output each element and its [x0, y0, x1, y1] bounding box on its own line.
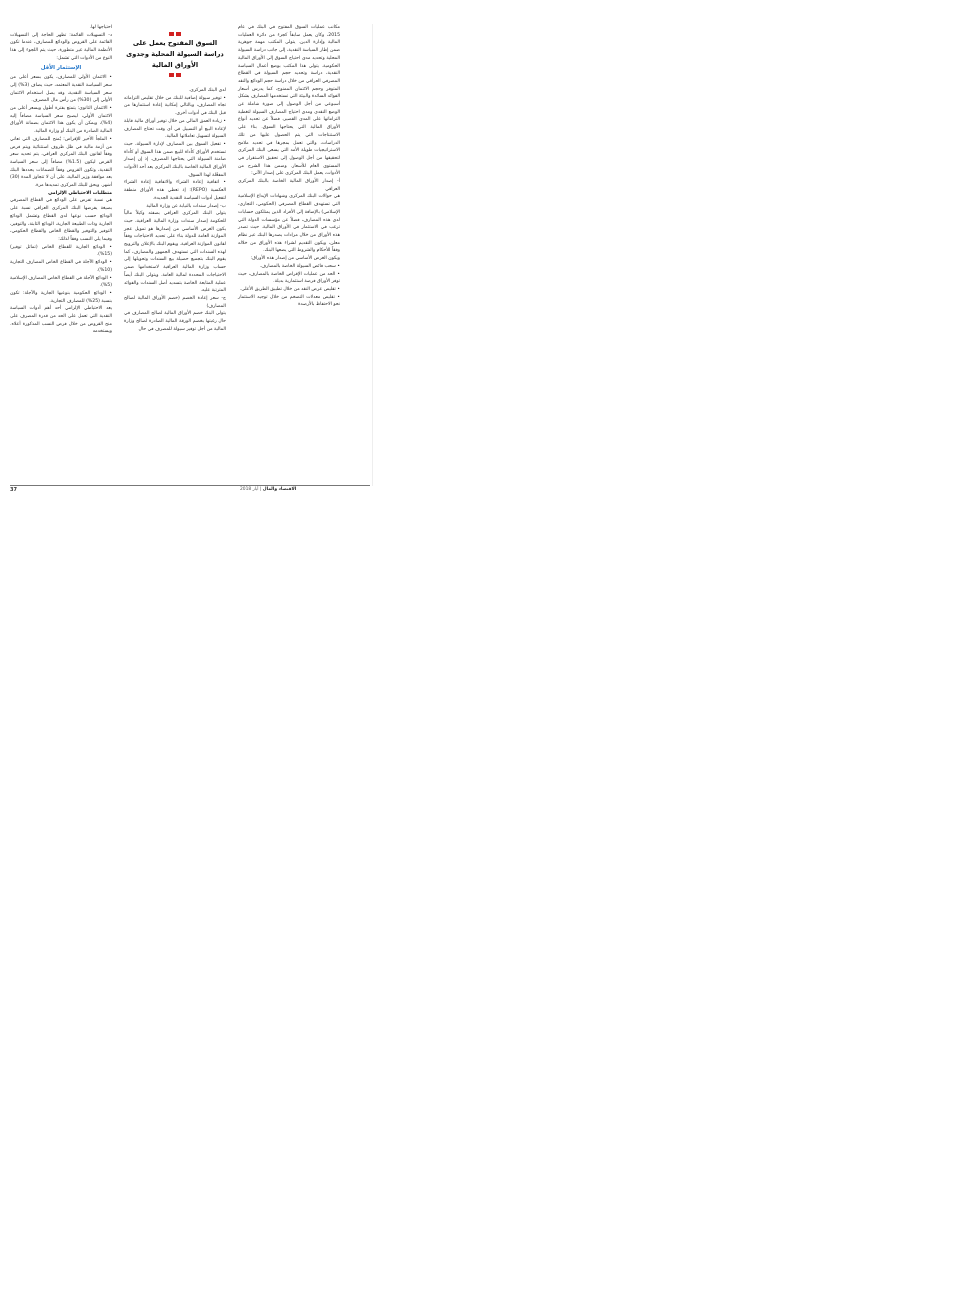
- paragraph: مكانب عمليات السوق المفتوح في البنك في عام 2015، وكان يعمل سابقاً كجزء من دائرة العمليات المالية وإدارة الدين. يتولى المكتب مهمة جوهرية ضمن إطار السياسة النقدية، إلى جانب دراسة السيولة المحلية وتحديد مدى احتياج السوق إلى الأوراق المالية الحكومية. يتولى هذا المكتب بوضع أعمال السياسة النقدية، دراسة وتحديد حجم السيولة في القطاع المصرفي العراقي من خلال دراسة حجم الودائع والنقد المتوفر وحجم الائتمان الممنوح، كما يدرس أسعار الفوائد السائدة والبيئة التي تستخدمها المصارف بشكل أسبوعي من أجل الوصول إلى صورة شاملة عن الوضع النقدي ومدى احتياج المصارف السيولة لتغطية التزاماتها على المدى القصير، فضلاً عن تحديد أنواع الأوراق المالية التي يحتاجها السوق. بناء على الاستنتاجات التي يتم الحصول عليها من تلك الدراسات، والتي تعمل بمجرها في تحديد ملامح الاستراتيجيات طويلة الأمد التي يسعى البنك المركزي لتحقيقها من أجل الوصول إلى تحقيق الاستقرار في المستوى العام للأسعار. وضمن هذا الشرح من الأدوات، يعمل البنك المركزي على إصدار الآتي:: [238, 25, 340, 177]
- issue-date: أيار 2018: [240, 487, 259, 492]
- paragraph: احتياجها لها.: [89, 25, 112, 30]
- paragraph: أ- إصدار الأوراق المالية الخاصة بالبنك المركزي العراقي: [238, 179, 340, 192]
- magazine-name: الاقتصاد والمال: [262, 487, 297, 492]
- article-column-right: [238, 24, 340, 309]
- paragraph: هي نسبة تفرض على الودائع في القطاع المصرفي بصيغة يفرضها البنك المركزي العراقي نسبة على الودائع حسب نوعها لدى القطاع وتشمل الودائع الجارية وذات الطبيعة الجارية، الودائع الثابتة، والتوفير، التوفير والتوفير والقطاع الخاص والقطاع الحكومي، وفيما يلي النسب وفقاً لذلك:: [10, 198, 112, 242]
- article-title: السوق المفتوح يعمل على دراسة السيولة المحلية وجدوى الأوراق المالية: [126, 39, 224, 69]
- paragraph: ب- إصدار سندات بالنيابة عن وزارة المالية: [146, 203, 226, 209]
- article-column-middle: [124, 24, 226, 334]
- paragraph: يعد الاحتياطي الإلزامي أحد أهم أدوات السياسة النقدية التي تعمل على الحد من قدرة المصرف على منح القروض من خلال فرض النسب المذكورة أعلاه. ويستخدمه: [10, 306, 112, 335]
- paragraph: • الملجأ الأخير للإقراض: يُمنح للمصارف التي تعاني من أزمة مالية في ظل ظروف استثنائية ويتم فرض وفقاً لقانون البنك المركزي العراقي، يتم تحديد سعر القرض ليكون (1.5%) مضافاً إلى سعر السياسة النقدية، وتكون القروض وفقاً للضمانات يحددها البنك بعد موافقة وزير المالية، على أن لا تتجاوز المدة (30) أشهر. ويحق للبنك المركزي تمديدها مرة.: [10, 136, 112, 189]
- paragraph: • تقليص عرض النقد من خلال تطبيق الطريق الأعلى.: [239, 286, 340, 292]
- paragraph: يتولى البنك خصم الأوراق المالية لصالح المصارف في حال رغبتها بخصم الورقة المالية الصادرة لصالح وزارة المالية من أجل توفير سيولة للمصرف في حال: [124, 311, 226, 332]
- footer-magazine: الاقتصاد والمال | أيار 2018: [240, 487, 297, 492]
- paragraph: لدى البنك المركزي.: [188, 88, 226, 93]
- paragraph: • الائتمان الثانوي: يتمتع بفترة أطول ويسعر أعلى من الائتمان الأولي، ليصبح سعر السياسة مضافاً إليه (4%)، ويمكن أن يكون هذا الائتمان بضمانة الأوراق المالية الصادرة من البنك أو وزارة المالية.: [10, 106, 112, 135]
- paragraph: هي حوالات البنك المركزي وشهادات الإيداع الإسلامية التي تستهدف القطاع المصرفي (الحكومي، التجاري، الإسلامي) بالإضافة إلى الأفراد الذين يمتلكون حسابات لدى هذه المصارف، فضلاً عن مؤسسات الدولة التي ترغب في الاستثمار في الأوراق المالية. حيث تصدر هذه الأوراق من خلال مزادات يصدرها البنك عبر نظام معلن، ويكون التقديم لشراء هذه الأوراق من خلاله وفقاً للأحكام والشروط التي يضعها البنك.: [238, 194, 340, 254]
- paragraph: • سحب فائض السيولة الخاصة بالمصارف.: [259, 263, 340, 269]
- page-number: 37: [10, 487, 17, 493]
- paragraph: • اتفاقية إعادة الشراء والاتفاقية إعادة الشراء العكسية (REPO): إذ تعطي هذه الأوراق منطقة لتفعيل أدوات السياسة النقدية الجديدة.: [124, 180, 226, 201]
- paragraph: • تفعيل السوق بين المصارف لإدارة السيولة، حيث تستخدم الأوراق كأداة للبيع ضمن هذا السوق أو كأداة ضامنة السيولة التي يحتاجها المصرف. إذ إن إصدار الأوراق المالية الخاصة بالبنك المركزي يعد أحد الأدوات المفعّلة لهذا السوق.: [124, 141, 226, 178]
- title-ornament-bottom: [124, 73, 226, 77]
- article-title-block: [124, 32, 226, 77]
- paragraph: • الودائع الآجلة في القطاع الخاص المصارف الإسلامية (5%).: [10, 275, 112, 289]
- paragraph: ويكون الغرض الأساسي من إصدار هذه الأوراق:: [250, 256, 340, 262]
- paragraph: • الائتمان الأولي للمصارف، يكون بسعر أعلى من سعر السياسة النقدية المعتمد، حيث يضاف (3%) إلى سعر السياسة النقدية، وقد يصل استخدام الائتمان الأولي إلى (30%) من رأس مال المصرف.: [10, 75, 112, 104]
- paragraph: • الحد من عمليات الإقراض الخاصة بالمصارف، حيث توفر الأوراق فرصة استثمارية بديلة.: [238, 271, 340, 285]
- paragraph: • زيادة العمق المالي من خلال توفير أوراق مالية قابلة لإعادة البيع أو التسييل في أي وقت تحتاج المصارف السيولة لتسهيل تعاملاتها المالية.: [124, 118, 226, 140]
- paragraph: ج- سعر إعادة الخصم (خصم الأوراق المالية لصالح المصارف): [124, 295, 226, 309]
- paragraph: • الودائع الجارية للقطاع الخاص (تماثل توفير) (15%).: [10, 244, 112, 258]
- paragraph: د- التسهيلات القائمة: تظهر الحاجة إلى التسهيلات القائمة على القروض والودائع للمصارف، عندما تكون الأنظمة المالية غير متطورة، حيث يتم اللجوء إلى هذا النوع من الأدوات التي تشمل:: [10, 32, 112, 61]
- footer-rule: [10, 485, 370, 486]
- paragraph: • توفير سيولة إضافية للبنك من خلال تقليص التزاماته تجاه المصارف، وبالتالي إمكانية إعادة استثمارها من قبل البنك في أدوات أخرى.: [124, 95, 226, 117]
- paragraph: • تقليص معدلات التضخم من خلال توجيه الاستثمار نحو الاحتفاظ بالأرصدة: [238, 294, 340, 308]
- title-ornament-top: [124, 32, 226, 36]
- paragraph: • الودائع الآجلة في القطاع الخاص المصارف التجارية (10%).: [10, 260, 112, 273]
- paragraph: • الودائع الحكومية بنوعيها الجارية والآجلة: تكون بنسبة (25%) للمصارف التجارية.: [10, 290, 112, 304]
- page-edge: [372, 24, 373, 486]
- article-column-left: [10, 24, 112, 336]
- paragraph: يتولى البنك المركزي العراقي بصفته وكيلاً مالياً للحكومة إصدار سندات وزارة المالية العراقية، حيث يكون الغرض الأساسي من إصدارها هو تمويل عجز الموازنة العامة للدولة بناء على تحديد الاحتياجات وفقاً لقانون الموازنة العراقية. ويقوم البنك بالإعلان والترويج لهذه السندات التي تستهدف الجمهور والمصارف، كما يقوم البنك بتجميع حصيلة بيع السندات وتحويلها إلى حساب وزارة المالية العراقية لاستخدامها ضمن الاحتياجات المحددة لمالية العامة. ويتولى البنك أيضاً عملية المتابعة الخاصة بتسديد أصل السندات والفوائد المترتبة عليه.: [124, 211, 226, 294]
- magazine-page: [0, 0, 380, 500]
- section-heading: متطلبات الاحتياطي الإلزامي: [48, 190, 112, 196]
- section-subheading: الإستثمار الأقل: [40, 64, 82, 71]
